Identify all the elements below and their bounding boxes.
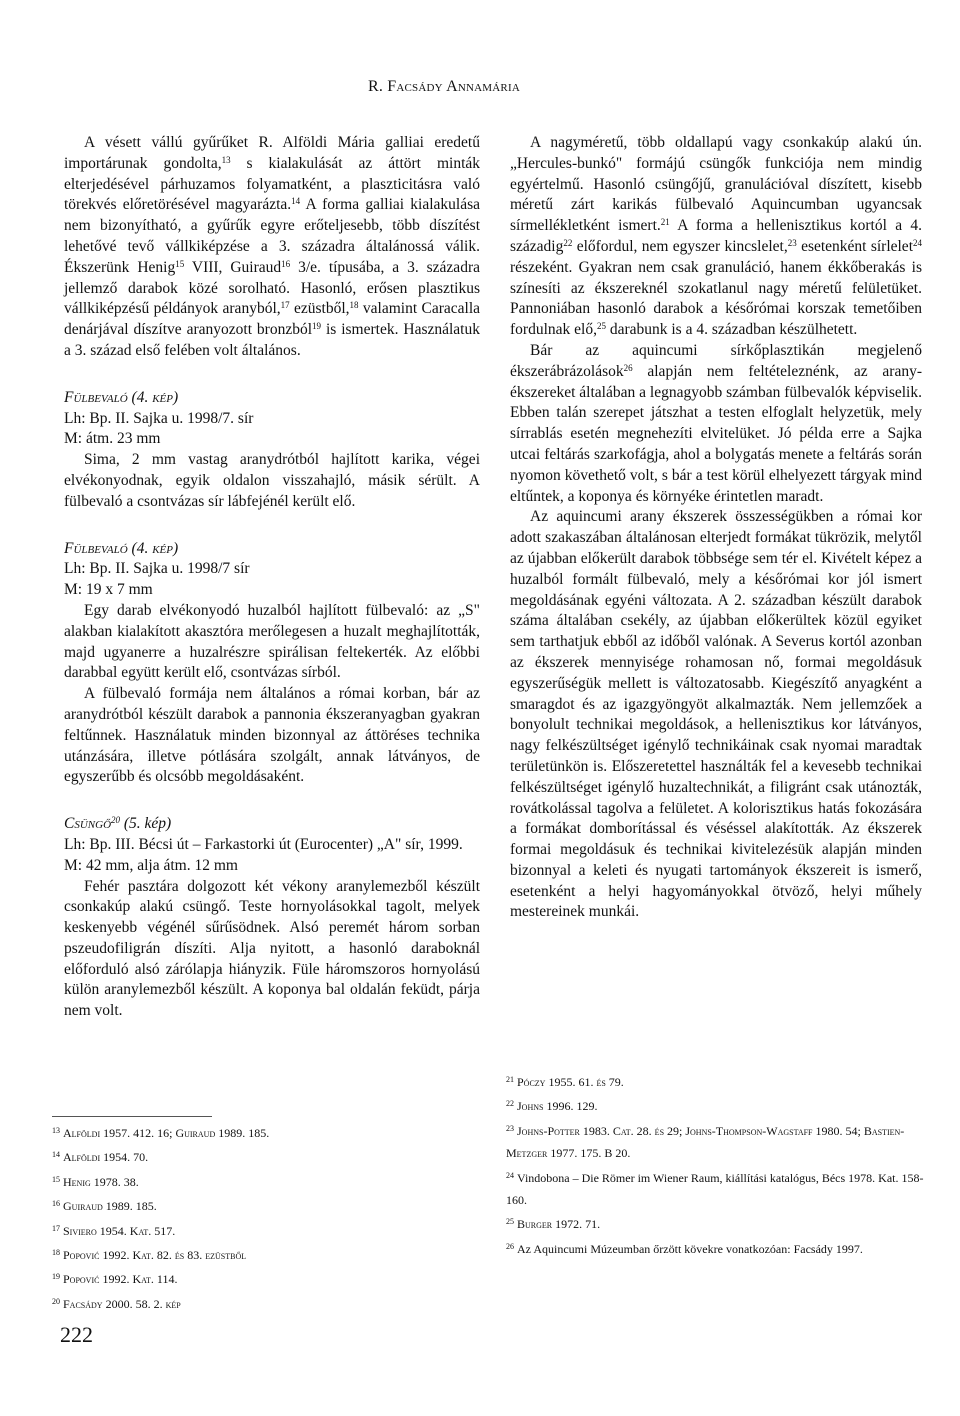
intro-paragraph [64, 133, 480, 362]
footnote-ref[interactable]: 21 [660, 217, 670, 228]
entry-title-text: (5. kép) [120, 815, 172, 833]
footnote-number: 26 [506, 1241, 514, 1251]
footnote-text: Az Aquincumi Múzeumban őrzött kövekre vonatkozóan: Facsády 1997. [517, 1241, 863, 1256]
footnote [52, 1242, 472, 1266]
footnote-text: Facsády 2000. 58. 2. kép [63, 1296, 181, 1311]
footnote-text: Alföldi 1954. 70. [63, 1150, 149, 1165]
footnote-number: 23 [506, 1123, 514, 1133]
footnote-ref[interactable]: 18 [349, 300, 359, 311]
entry-title: Fülbevaló (4. kép) [64, 388, 179, 406]
left-column [64, 133, 480, 1022]
text-run: A vésett vállú gyűrűket R. Alföldi Mária galliai eredetű importárunak gondolta, [64, 134, 480, 172]
paragraph: Az aquincumi arany ékszerek összességükben a római kor adott szakaszában általánosan elterjedt formákat tükrözik, melytől az újabban előkerült darabok többsége sem tér el. Kivételt képez a huzalból formált fülbevaló, mely a későrómai kor jól ismert megoldásának egyéni változata. A 2. században készült darabok száma általában csekély, az újabban előkerültek közül egyiket sem tarthatjuk ebből az időből valónak. A Severus kortól azonban az ékszerek mennyisége rohamosan nő, formai megoldásuk egyszerűségük mellett is változatosabb. Kiegészítő anyagként a smaragdot és az igazgyöngyöt alkalmazták. Nem jellemzőek a bonyolult technikai megoldások, a hellenisztikus kor látványos, nagy felkészültséget igénylő technikáinak csak nyomai maradtak területünkön is. Előszeretettel használták fel a kevesebb technikai felkészültséget igénylő huzaltechnikát, a filigránt csak utánozták, rovátkolással tagolva a felületet. A kolorisztikus hatás fokozására a formákat domborítással és véséssel alakították. Az ékszerek formai megoldásuk és technikai kivitelezésük alapján minden bizonnyal a keleti és nyugati tartományok ékszereit is ismerő, esetenként a helyi hagyományokkal ötvöző, helyi műhely mestereinek munkái. [510, 508, 922, 921]
text-run: A forma a hellenisztikus kortól a 4. századig [510, 217, 922, 255]
text-run: VIII, Guiraud [184, 258, 282, 276]
footnote-ref[interactable]: 22 [563, 237, 573, 248]
entry-measure: M: 19 x 7 mm [64, 581, 153, 599]
paragraph [510, 341, 922, 507]
text-run: A forma galliai kialakulása nem bizonyítható, a gyűrűk egyre erőteljesebb, több díszítést lehetővé tevő vállkiképzése a 3. századra általánossá válik. Ékszerünk Henig [64, 196, 480, 276]
footnote-ref[interactable]: 23 [787, 237, 797, 248]
footnote-ref[interactable]: 19 [312, 321, 322, 332]
footnote-ref[interactable]: 24 [913, 237, 922, 248]
footnote-text: Guiraud 1989. 185. [63, 1199, 157, 1214]
footnote [52, 1291, 472, 1315]
footnote-ref[interactable]: 16 [281, 258, 291, 269]
footnote [52, 1218, 472, 1242]
entry-description: Sima, 2 mm vastag aranydrótból hajlított karika, végei elvékonyodnak, egyik oldalon visszahajló, másik sérült. A fülbevaló a csontvázas sír lábfejénél került elő. [64, 451, 480, 510]
footnote [52, 1144, 472, 1168]
paragraph [510, 133, 922, 341]
text-run: darabunk is a 4. században készülhetett. [605, 321, 858, 339]
footnote-ref[interactable]: 20 [111, 815, 121, 826]
footnote-number: 25 [506, 1217, 514, 1227]
footnote [52, 1193, 472, 1217]
text-run: Bár az aquincumi sírkőplasztikán megjelenő ékszerábrázolások [510, 341, 922, 380]
footnote [506, 1211, 926, 1235]
footnote-ref[interactable]: 17 [280, 300, 290, 311]
footnote-number: 24 [506, 1170, 514, 1180]
footnote-text: Popović 1992. Kat. 114. [63, 1272, 178, 1287]
footnote-number: 15 [52, 1174, 60, 1184]
footnote-text: Johns-Potter 1983. Cat. 28. és 29; Johns-Thompson-Wagstaff 1980. 54; Bastien-Metzger 1977. 175. B 20. [506, 1123, 905, 1161]
footnote-text: Alföldi 1957. 412. 16; Guiraud 1989. 185. [63, 1126, 270, 1140]
footnote-rule [52, 1116, 212, 1117]
footnote-text: Siviero 1954. Kat. 517. [63, 1223, 176, 1238]
text-run: esetenként sírlelet [796, 237, 913, 255]
footnote-number: 21 [506, 1075, 514, 1084]
footnote [506, 1093, 926, 1117]
footnote-ref[interactable]: 25 [596, 321, 606, 332]
entry-title-text: Csüngő [64, 815, 112, 833]
text-run: alapján nem feltételeznénk, az arany-ékszereket általában a legnagyobb számban fülbevalók képviselik. Ebben talán szerepet játszhat a testen elfoglalt helyzetük, mely sírrablás esetén megnehezíti elvitelüket. Jó példa erre a Sajka utcai feltárás szarkofágja, ahol a bolygatás menete a feltárás során nyomon követhető volt, s bár a test körül elhelyezett tárgyak mind eltűntek, a koponya és környéke érintetlen maradt. [510, 362, 922, 505]
entry-measure: M: 42 mm, alja átm. 12 mm [64, 856, 238, 874]
entry-site: Lh: Bp. II. Sajka u. 1998/7 sír [64, 560, 250, 578]
footnote-text: Póczy 1955. 61. és 79. [517, 1075, 624, 1089]
entry-commentary: A fülbevaló formája nem általános a római korban, bár az aranydrótból készült darabok a pannonia ékszeranyagban gyakran feltűnnek. Használatuk minden bizonnyal az áttöréses technika utánzására, illetve pótlására szolgált, annak látványos, de egyszerűbb és olcsóbb megoldásaként. [64, 685, 480, 786]
footnote [506, 1069, 926, 1093]
footnote-text: Burger 1972. 71. [517, 1217, 601, 1232]
footnote-number: 16 [52, 1199, 60, 1209]
text-run: A nagyméretű, több oldallapú vagy csonkakúp alakú ún. „Hercules-bunkó" formájú csüngők funkciója nem mindig egyértelmű. Hasonló csüngőjű, granulációval díszített, kisebb méretű zárt karikás fülbevaló Aquincumban ugyancsak sírmellékletként ismert. [510, 134, 922, 235]
footnote-ref[interactable]: 14 [291, 196, 301, 207]
entry-description: Egy darab elvékonyodó huzalból hajlított fülbevaló: az „S" alakban kialakított akasztóra merőlegesen a huzalt meghajlították, majd ugyanerre a huzalrészre spirálisan feltekerték. Az előbbi darabbal együtt került elő, csontvázas sírból. [64, 601, 480, 682]
footnote-ref[interactable]: 26 [623, 362, 633, 373]
footnote-number: 14 [52, 1150, 60, 1160]
text-run: s kialakulását az áttört minták elterjedésével párhuzamos folyamatként, a plaszticitásra való törekvés előretörésével magyarázta. [64, 154, 481, 214]
entry-site: Lh: Bp. III. Bécsi út – Farkastorki út (Eurocenter) „A" sír, 1999. [64, 835, 463, 853]
footnote [52, 1120, 472, 1144]
footnote-number: 18 [52, 1248, 60, 1258]
footnote-ref[interactable]: 13 [221, 154, 231, 165]
footnote-number: 13 [52, 1126, 60, 1135]
footnote-text: Henig 1978. 38. [63, 1174, 139, 1189]
footnote-number: 19 [52, 1272, 60, 1282]
footnote [52, 1266, 472, 1290]
footnote-ref[interactable]: 15 [175, 258, 185, 269]
footnote-number: 17 [52, 1223, 60, 1233]
right-column [510, 133, 922, 923]
entry-site: Lh: Bp. II. Sajka u. 1998/7. sír [64, 409, 254, 427]
footnote [506, 1118, 926, 1165]
footnote-number: 20 [52, 1296, 60, 1306]
entry-description: Fehér pasztára dolgozott két vékony aranylemezből készült csonkakúp alakú csüngő. Teste hornyolásokkal tagolt, melyek keskenyebb végénél sűrűsödnek. Alsó peremét három sorban pszeudofiligrán díszíti. Alja nyitott, a hasonló daraboknál előforduló alsó zárólapja hiányzik. Füle háromszoros hornyolású külön aranylemezből készült. A koponya bal oldalán feküdt, párja nem volt. [64, 877, 480, 1020]
footnotes-left [52, 1120, 472, 1315]
text-run: előfordul, nem egyszer kincslelet, [572, 237, 788, 255]
footnote-text: Vindobona – Die Römer im Wiener Raum, kiállítási katalógus, Bécs 1978. Kat. 158-160. [506, 1170, 924, 1208]
text-run: 3/e. típusába, a 3. századra jellemző darabok közé sorolható. Hasonló, erősen plasztikus vállkiképzésű példányok aranyból, [64, 258, 480, 318]
footnote-text: Popović 1992. Kat. 82. és 83. ezüstből [63, 1248, 247, 1263]
footnote-number: 22 [506, 1099, 514, 1109]
entry-title: Fülbevaló (4. kép) [64, 539, 179, 557]
text-run: ezüstből, [289, 300, 350, 318]
page-number: 222 [60, 1322, 93, 1347]
footnote [506, 1236, 926, 1260]
running-head: R. Facsády Annamária [368, 78, 520, 95]
text-run: részeként. Gyakran nem csak granuláció, hanem ékkőberakás is színesíti az ékszereknél szokatlanul nagy méretű felületüket. Pannoniában hasonló darabok a későrómai korszak temetőiben fordulnak elő, [510, 258, 922, 339]
footnote [506, 1165, 926, 1212]
footnotes-right [506, 1069, 926, 1260]
text-run: is ismertek. Használatuk a 3. század első felében volt általános. [64, 321, 480, 359]
footnote-text: Johns 1996. 129. [517, 1099, 598, 1114]
footnote [52, 1169, 472, 1193]
entry-title [64, 814, 480, 835]
text-run: valamint Caracalla denárjával díszítve aranyozott bronzból [64, 300, 481, 339]
entry-measure: M: átm. 23 mm [64, 430, 161, 448]
